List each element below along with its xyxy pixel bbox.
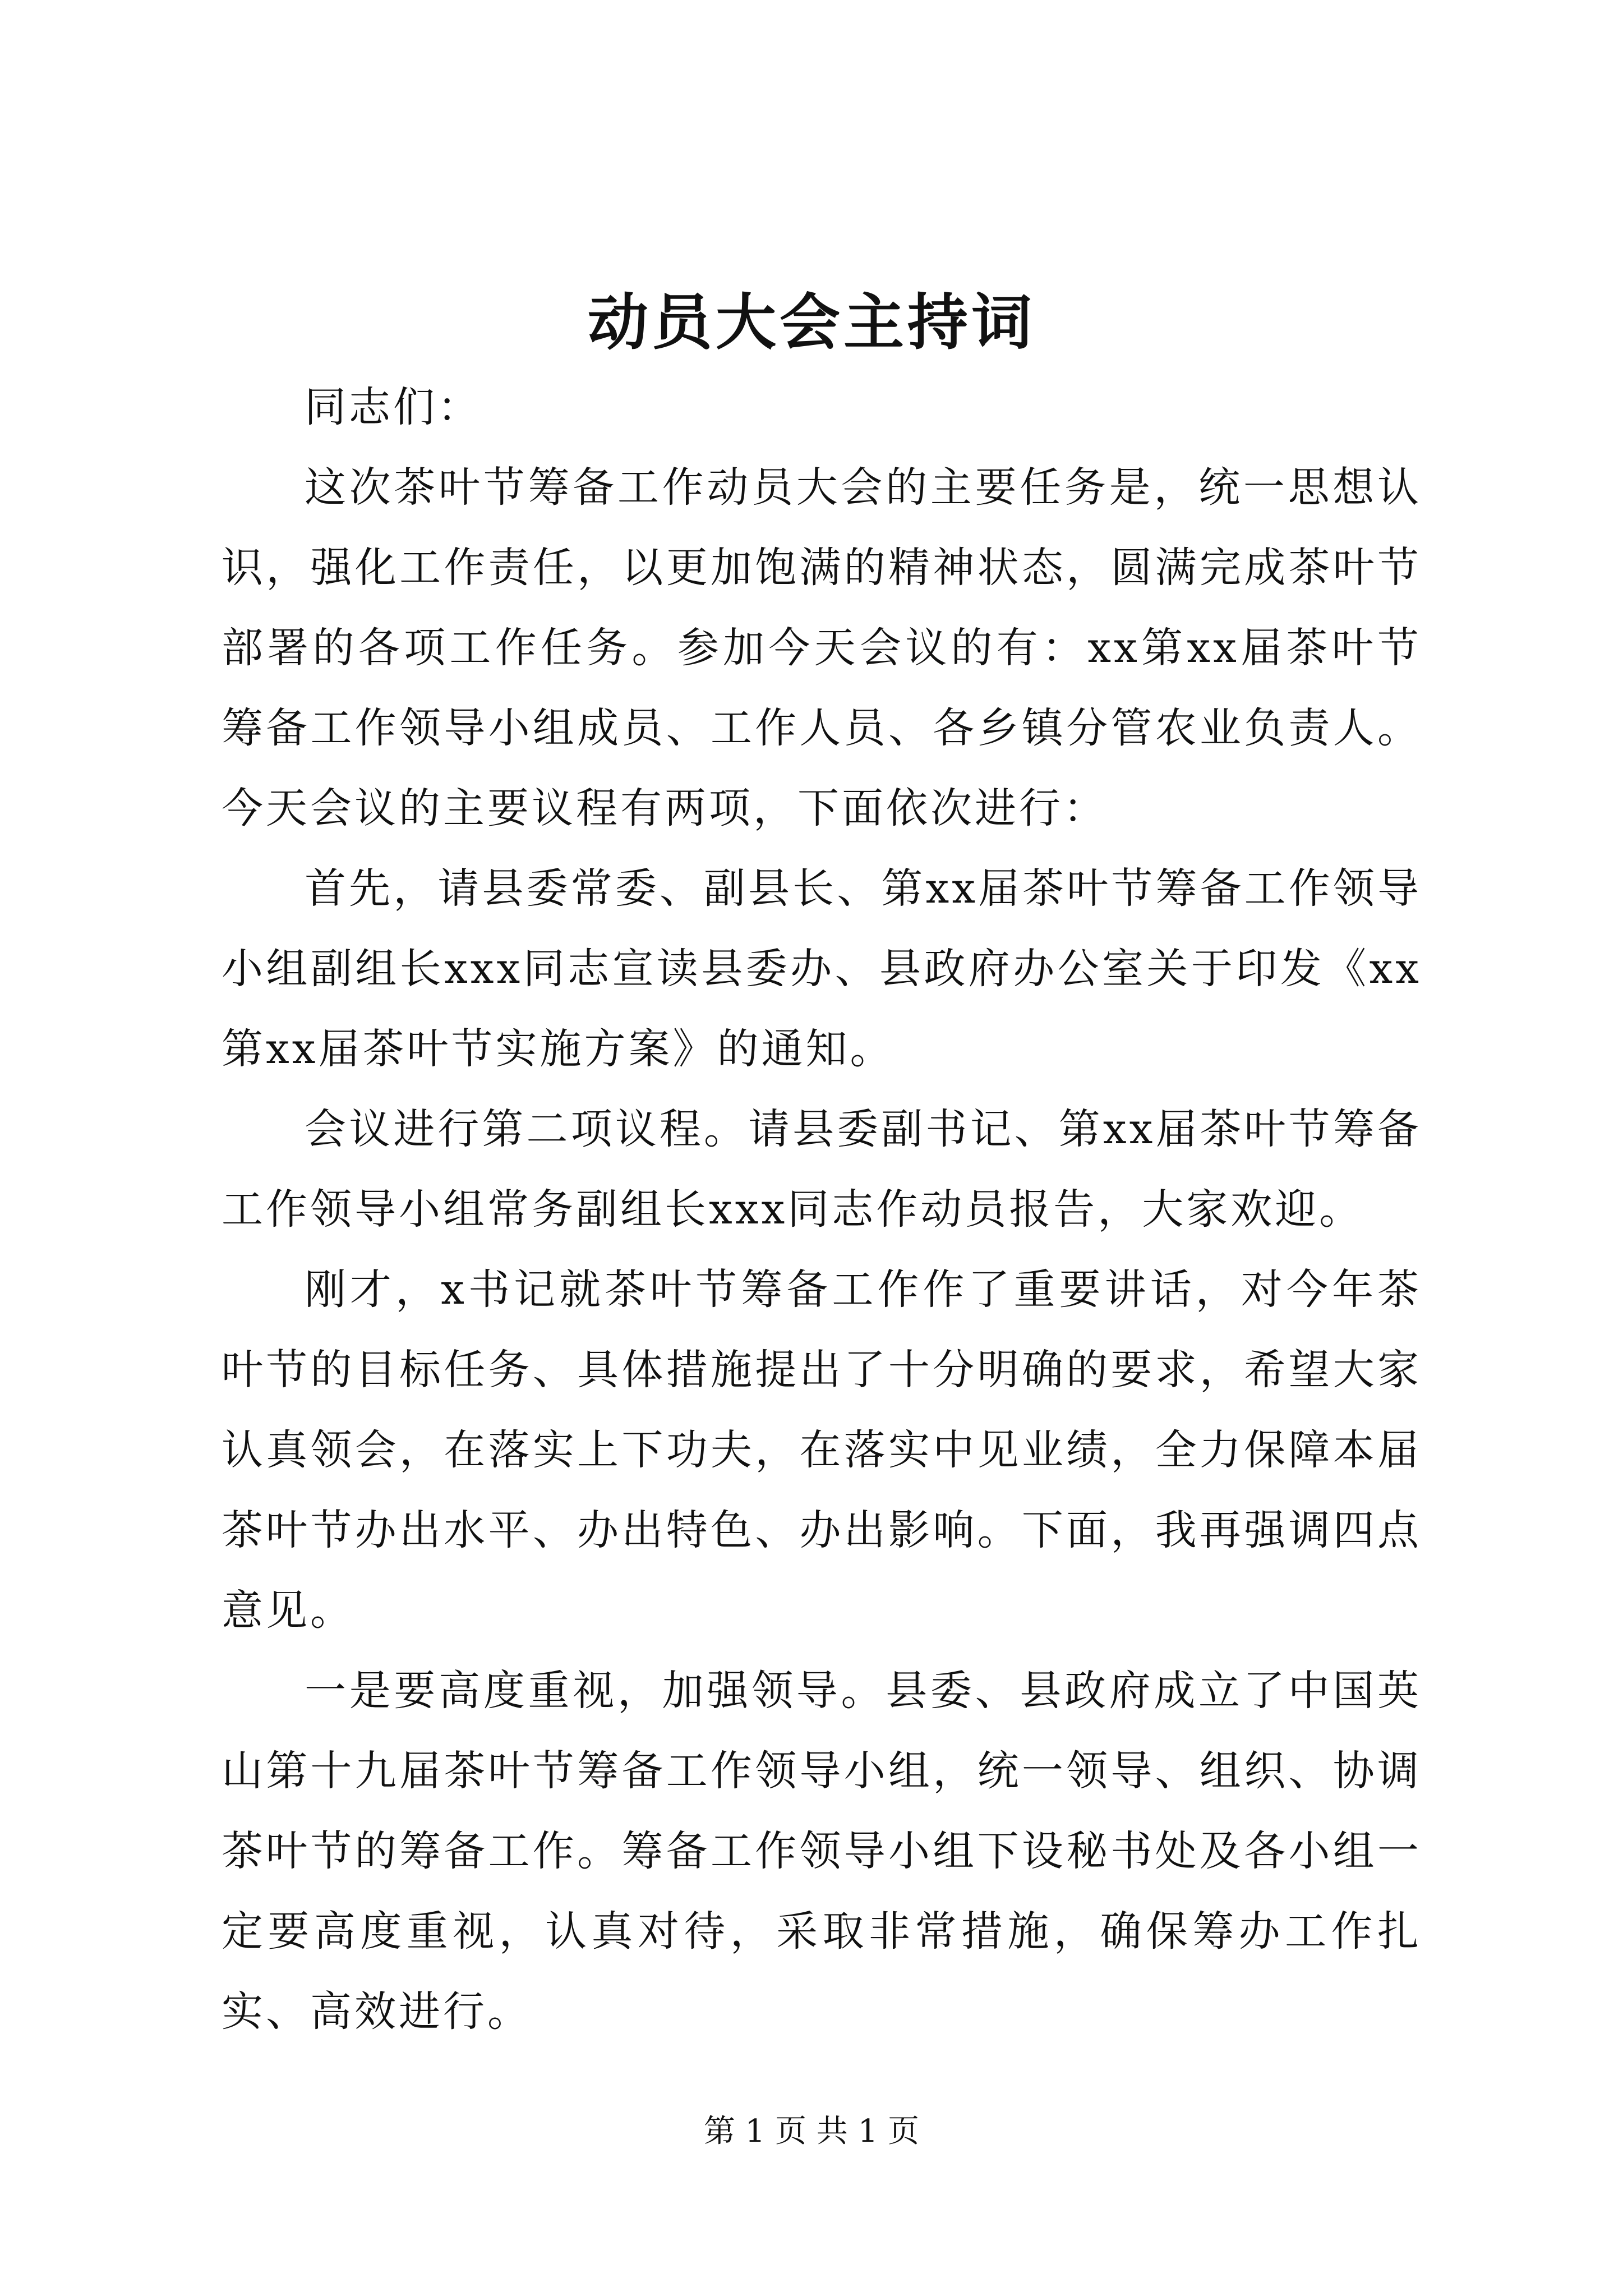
paragraph: 这次茶叶节筹备工作动员大会的主要任务是，统一思想认识，强化工作责任，以更加饱满的精神状态，圆满完成茶叶节部署的各项工作任务。参加今天会议的有：xx第xx届茶叶节筹备工作领导小组成员、工作人员、各乡镇分管农业负责人。今天会议的主要议程有两项，下面依次进行：: [222, 463, 1422, 832]
page-footer: [0, 2109, 1623, 2154]
paragraph: 会议进行第二项议程。请县委副书记、第xx届茶叶节筹备工作领导小组常务副组长xxx同志作动员报告，大家欢迎。: [222, 1105, 1422, 1234]
paragraph: 一是要高度重视，加强领导。县委、县政府成立了中国英山第十九届茶叶节筹备工作领导小组，统一领导、组织、协调茶叶节的筹备工作。筹备工作领导小组下设秘书处及各小组一定要高度重视，认真对待，采取非常措施，确保筹办工作扎实、高效进行。: [222, 1667, 1422, 2036]
paragraph: 刚才，x书记就茶叶节筹备工作作了重要讲话，对今年茶叶节的目标任务、具体措施提出了十分明确的要求，希望大家认真领会，在落实上下功夫，在落实中见业绩，全力保障本届茶叶节办出水平、办出特色、办出影响。下面，我再强调四点意见。: [222, 1266, 1422, 1635]
document-body: [222, 367, 1422, 2052]
document-title: 动员大会主持词: [587, 287, 1035, 358]
paragraph-greeting: 同志们：: [305, 383, 482, 431]
page-number-label: 第 1 页 共 1 页: [703, 2113, 920, 2150]
paragraph: 首先，请县委常委、副县长、第xx届茶叶节筹备工作领导小组副组长xxx同志宣读县委办、县政府办公室关于印发《xx第xx届茶叶节实施方案》的通知。: [222, 864, 1422, 1073]
